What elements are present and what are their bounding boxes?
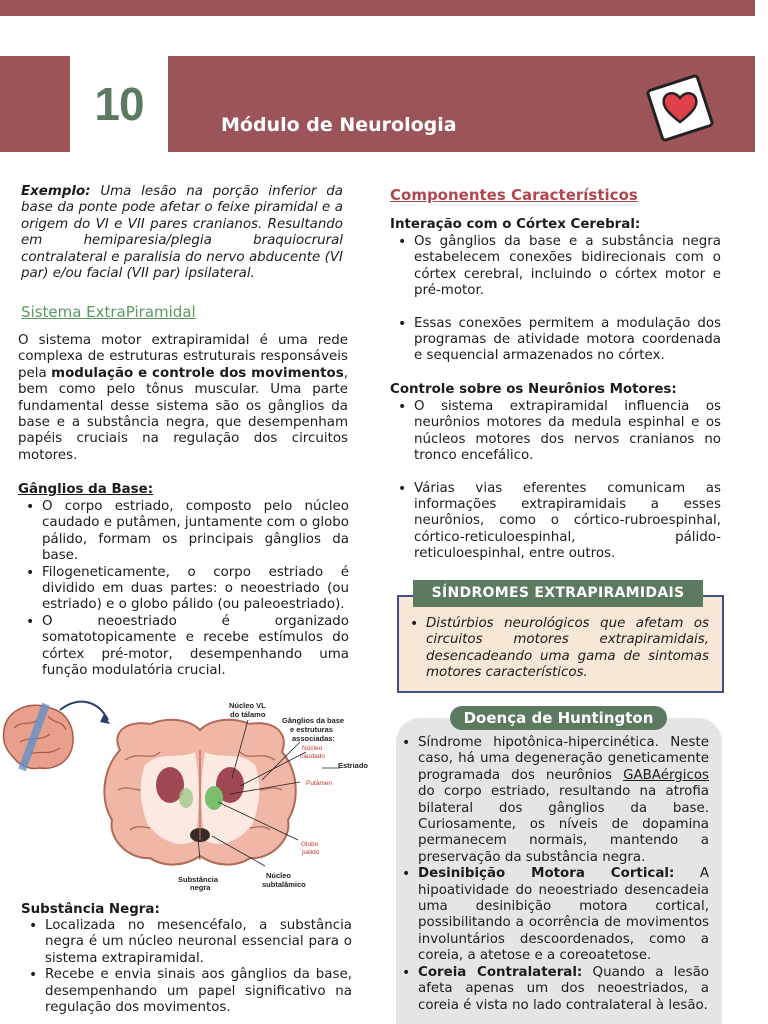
figure-label-negra: Substância — [178, 875, 219, 884]
figure-label-vl: Núcleo VL — [229, 701, 266, 710]
top-strip — [0, 0, 755, 16]
heart-icon — [640, 72, 720, 144]
huntington-text-underlined: GABAérgicos — [623, 767, 709, 783]
figure-label-caudado-2: caudado — [300, 753, 325, 760]
figure-label-caudado: Núcleo — [302, 745, 323, 752]
huntington-text-b: do corpo estriado, resultando na atrofia bilateral dos gânglios da base. Curiosamente, os níveis de dopamina permanecem normais, mantendo a preservação da substância negra. — [418, 784, 709, 865]
substancia-heading: Substância Negra: — [21, 902, 160, 917]
extrapiramidal-text-bold: modulação e controle dos movimentos — [51, 365, 344, 381]
list-item: • Essas conexões permitem a modulação dos programas de atividade motora coordenada e sequencial armazenados no córtex. — [390, 316, 721, 365]
figure-label-ganglia-2: e estruturas — [290, 725, 333, 734]
example-label: Exemplo: — [21, 184, 91, 199]
list-item: • Os gânglios da base e a substância negra estabelecem conexões bidirecionais com o córtex cerebral, incluindo o córtex motor e pré-motor. — [390, 234, 721, 300]
controle-list — [390, 399, 721, 563]
module-number-box — [70, 56, 168, 152]
figure-label-putamen: Putâmen — [306, 780, 333, 787]
substancia-list — [21, 918, 352, 1016]
extrapiramidal-text-a: O sistema motor extrapiramidal é uma rede complexa de estruturas estruturais responsáveis pela — [18, 333, 348, 381]
controle-heading: Controle sobre os Neurônios Motores: — [390, 382, 677, 397]
huntington-list — [394, 735, 709, 1014]
module-number: 10 — [94, 78, 144, 130]
lateral-brain-illustration — [3, 702, 110, 772]
ganglios-heading: Gânglios da Base: — [18, 482, 154, 497]
ganglios-list — [18, 499, 349, 679]
list-item: • O neoestriado é organizado somatotopicamente e recebe estímulos do córtex pré-motor, desempenhando uma função modulatória crucial. — [18, 614, 349, 680]
figure-label-globo-2: pálido — [302, 849, 320, 856]
list-item: • Distúrbios neurológicos que afetam os circuitos motores extrapiramidais, desencadeando uma gama de sintomas motores característicos. — [402, 616, 709, 682]
interacao-list — [390, 234, 721, 365]
basal-ganglia-figure — [0, 690, 385, 895]
coronal-section — [104, 720, 295, 865]
huntington-item3-text: Quando a lesão afeta apenas um dos neoestriados, a coreia é vista no lado contralateral à lesão. — [418, 964, 709, 1013]
extrapiramidal-text-b: , bem como pelo tônus muscular. Uma parte fundamental desse sistema são os gânglios da base e a substância negra, que desempenham papéis cruciais na regulação dos circuitos motores. — [18, 365, 348, 463]
figure-label-subtalamico-2: subtalâmico — [262, 880, 306, 889]
huntington-item3-bold: Coreia Contralateral: — [418, 964, 583, 980]
huntington-text-a: Síndrome hipotônica-hipercinética. Neste caso, há uma degeneração geneticamente programada dos neurônios — [418, 735, 709, 783]
figure-label-subtalamico: Núcleo — [266, 871, 292, 880]
figure-label-ganglia-3: associadas: — [292, 734, 335, 743]
section-heading-componentes: Componentes Característicos — [390, 186, 638, 204]
figure-label-globo: Globo — [301, 841, 319, 848]
figure-label-vl-2: do tálamo — [230, 710, 266, 719]
list-item — [394, 866, 709, 964]
extrapiramidal-paragraph — [18, 333, 348, 464]
huntington-item2-text: A hipoatividade do neoestriado desencadeia uma desinibição motora cortical, possibilitando a ocorrência de movimentos involuntários descoordenados, como a coreia, a atetose e a coreoatetose. — [418, 866, 710, 964]
list-item: • O corpo estriado, composto pelo núcleo caudado e putâmen, juntamente com o globo pálido, formam os principais gânglios da base. — [18, 499, 349, 565]
page-title: Módulo de Neurologia — [221, 114, 457, 136]
list-item — [394, 735, 709, 866]
figure-label-negra-2: negra — [190, 883, 211, 892]
example-paragraph — [21, 184, 343, 282]
figure-label-estriado: Estriado — [338, 761, 369, 770]
sindromes-list — [402, 616, 709, 682]
list-item: • Recebe e envia sinais aos gânglios da base, desempenhando um papel significativo na regulação dos movimentos. — [21, 967, 352, 1016]
list-item: • Localizada no mesencéfalo, a substância negra é um núcleo neuronal essencial para o sistema extrapiramidal. — [21, 918, 352, 967]
huntington-item2-bold: Desinibição Motora Cortical: — [418, 866, 675, 882]
huntington-label: Doença de Huntington — [450, 706, 667, 730]
figure-label-ganglia: Gânglios da base — [282, 716, 345, 725]
list-item: • Várias vias eferentes comunicam as informações extrapiramidais a esses neurônios, como o córtico-rubroespinhal, córtico-reticuloespinhal, pálido-reticuloespinhal, entre outros. — [390, 481, 721, 563]
list-item — [394, 965, 709, 1014]
list-item: • O sistema extrapiramidal influencia os neurônios motores da medula espinhal e os núcleos motores dos nervos cranianos no tronco encefálico. — [390, 399, 721, 465]
sindromes-label: SÍNDROMES EXTRAPIRAMIDAIS — [413, 580, 703, 607]
interacao-heading: Interação com o Córtex Cerebral: — [390, 217, 641, 232]
list-item: • Filogeneticamente, o corpo estriado é dividido em duas partes: o neoestriado (ou estriado) e o globo pálido (ou paleoestriado). — [18, 565, 349, 614]
section-heading-extrapiramidal: Sistema ExtraPiramidal — [21, 303, 196, 321]
example-text: Uma lesão na porção inferior da base da ponte pode afetar o feixe piramidal e a origem do VI e VII pares cranianos. Resultando em hemiparesia/plegia braquiocrural contralateral e paralisia do nervo abducente (VI par) e/ou facial (VII par) ipsilateral. — [21, 184, 343, 282]
